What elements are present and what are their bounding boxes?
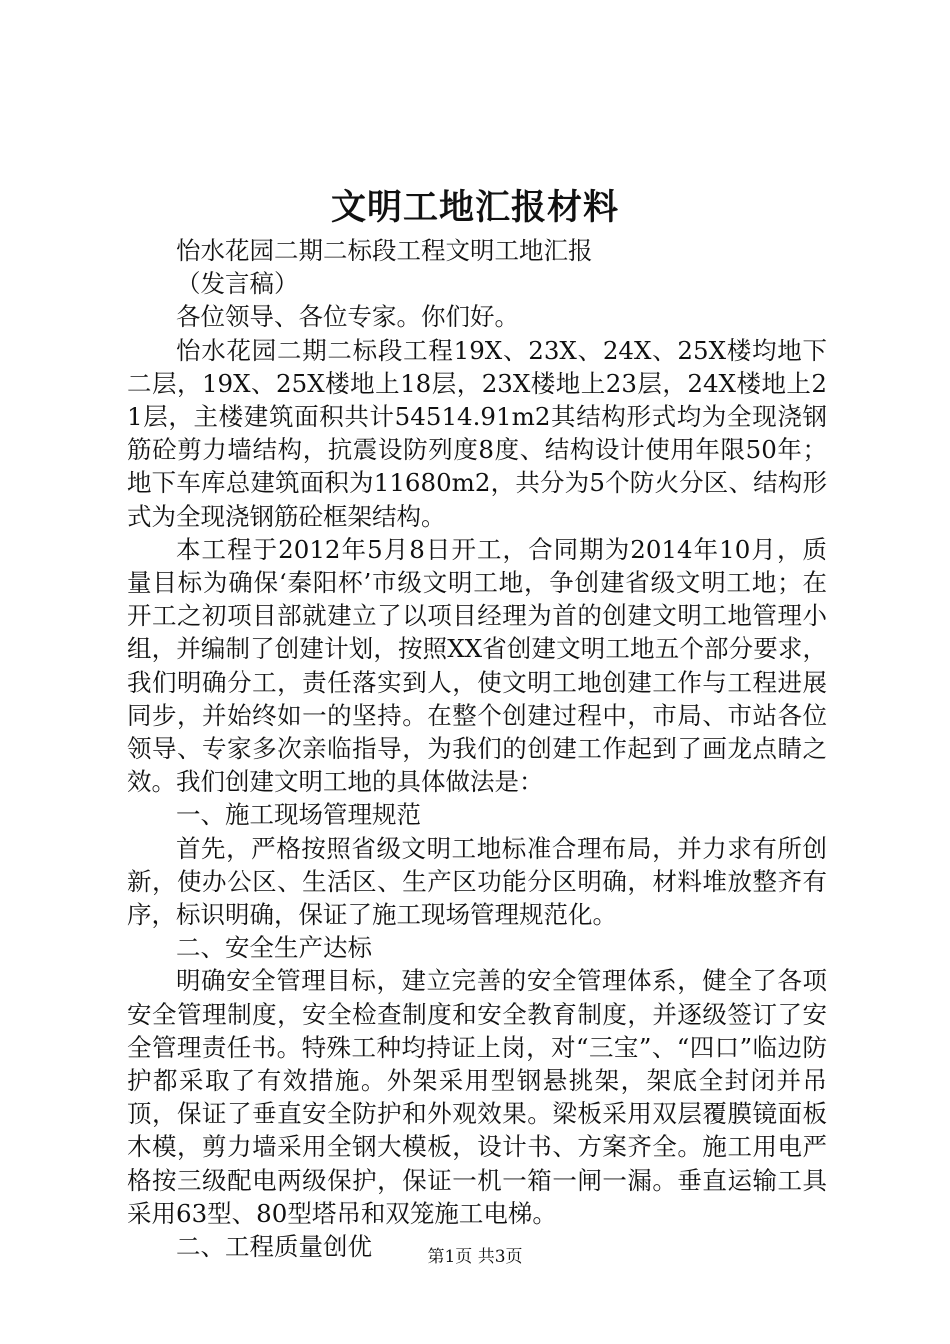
section-heading-site-management: 一、施工现场管理规范 [176,800,421,830]
paragraph-schedule-goals: 本工程于2012年5月8日开工，合同期为2014年10月，质量目标为确保‘秦阳杯’市级文明工地，争创建省级文明工地；在开工之初项目部就建立了以项目经理为首的创建文明工地管理小组，并编制了创建计划，按照XX省创建文明工地五个部分要求，我们明确分工，责任落实到人，使文明工地创建工作与工程进展同步，并始终如一的坚持。在整个创建过程中，市局、市站各位领导、专家多次亲临指导，为我们的创建工作起到了画龙点睛之效。我们创建文明工地的具体做法是： [127,534,827,797]
section-heading-safety: 二、安全生产达标 [176,933,372,963]
paragraph-subtitle: 怡水花园二期二标段工程文明工地汇报 [176,236,593,265]
paragraph-speech-note: （发言稿） [176,269,299,299]
document-title: 文明工地汇报材料 [330,187,619,228]
paragraph-safety: 明确安全管理目标，建立完善的安全管理体系，健全了各项安全管理制度，安全检查制度和安全教育制度，并逐级签订了安全管理责任书。特殊工种均持证上岗，对“三宝”、“四口”临边防护都采取了有效措施。外架采用型钢悬挑架，架底全封闭并吊顶，保证了垂直安全防护和外观效果。梁板采用双层覆膜镜面板木模，剪力墙采用全钢大模板，设计书、方案齐全。施工用电严格按三级配电两级保护，保证一机一箱一闸一漏。垂直运输工具采用63型、80型塔吊和双笼施工电梯。 [127,966,827,1228]
paragraph-greeting: 各位领导、各位专家。你们好。 [176,302,519,332]
section-heading-quality: 二、工程质量创优 [176,1232,372,1262]
document-body [127,234,827,1263]
page-footer: 第1页 共3页 [427,1247,523,1267]
paragraph-project-overview: 怡水花园二期二标段工程19X、23X、24X、25X楼均地下二层，19X、25X楼地上18层，23X楼地上23层，24X楼地上21层，主楼建筑面积共计54514.91m2其结构形式均为全现浇钢筋砼剪力墙结构，抗震设防列度8度、结构设计使用年限50年；地下车库总建筑面积为11680m2，共分为5个防火分区、结构形式为全现浇钢筋砼框架结构。 [127,335,827,531]
paragraph-site-management: 首先，严格按照省级文明工地标准合理布局，并力求有所创新，使办公区、生活区、生产区功能分区明确，材料堆放整齐有序，标识明确，保证了施工现场管理规范化。 [127,833,827,930]
